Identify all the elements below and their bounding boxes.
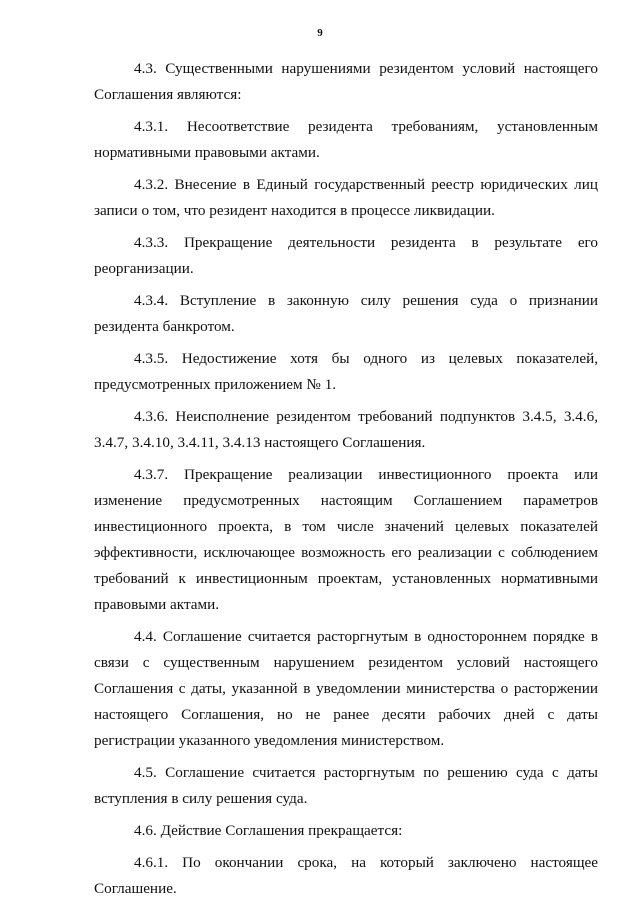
paragraph-4-3-7: 4.3.7. Прекращение реализации инвестиционного проекта или изменение предусмотренных настоящим Соглашением параметров инвестиционного проекта, в том числе значений целевых показателей эффективности, исключающее возможность его реализации с соблюдением требований к инвестиционным проектам, установленных нормативными правовыми актами. bbox=[94, 466, 598, 613]
paragraph-4-3-5: 4.3.5. Недостижение хотя бы одного из целевых показателей, предусмотренных приложением № 1. bbox=[94, 350, 598, 393]
paragraph-4-6: 4.6. Действие Соглашения прекращается: bbox=[134, 822, 403, 839]
paragraph-4-3-4: 4.3.4. Вступление в законную силу решения суда о признании резидента банкротом. bbox=[94, 292, 598, 335]
paragraph-4-3-1: 4.3.1. Несоответствие резидента требованиям, установленным нормативными правовыми актами. bbox=[94, 118, 598, 161]
paragraph-4-3: 4.3. Существенными нарушениями резидентом условий настоящего Соглашения являются: bbox=[94, 60, 598, 103]
page-number: 9 bbox=[317, 27, 323, 39]
paragraph-4-3-2: 4.3.2. Внесение в Единый государственный реестр юридических лиц записи о том, что резидент находится в процессе ликвидации. bbox=[94, 176, 598, 219]
paragraph-4-4: 4.4. Соглашение считается расторгнутым в одностороннем порядке в связи с существенным нарушением резидентом условий настоящего Соглашения с даты, указанной в уведомлении министерства о расторжении настоящего Соглашения, но не ранее десяти рабочих дней с даты регистрации указанного уведомления министерством. bbox=[94, 628, 598, 749]
paragraph-4-6-1: 4.6.1. По окончании срока, на который заключено настоящее Соглашение. bbox=[94, 854, 598, 897]
document-body bbox=[94, 56, 598, 908]
paragraph-4-3-6: 4.3.6. Неисполнение резидентом требований подпунктов 3.4.5, 3.4.6, 3.4.7, 3.4.10, 3.4.11, 3.4.13 настоящего Соглашения. bbox=[94, 408, 598, 451]
paragraph-4-5: 4.5. Соглашение считается расторгнутым по решению суда с даты вступления в силу решения суда. bbox=[94, 764, 598, 807]
paragraph-4-3-3: 4.3.3. Прекращение деятельности резидента в результате его реорганизации. bbox=[94, 234, 598, 277]
